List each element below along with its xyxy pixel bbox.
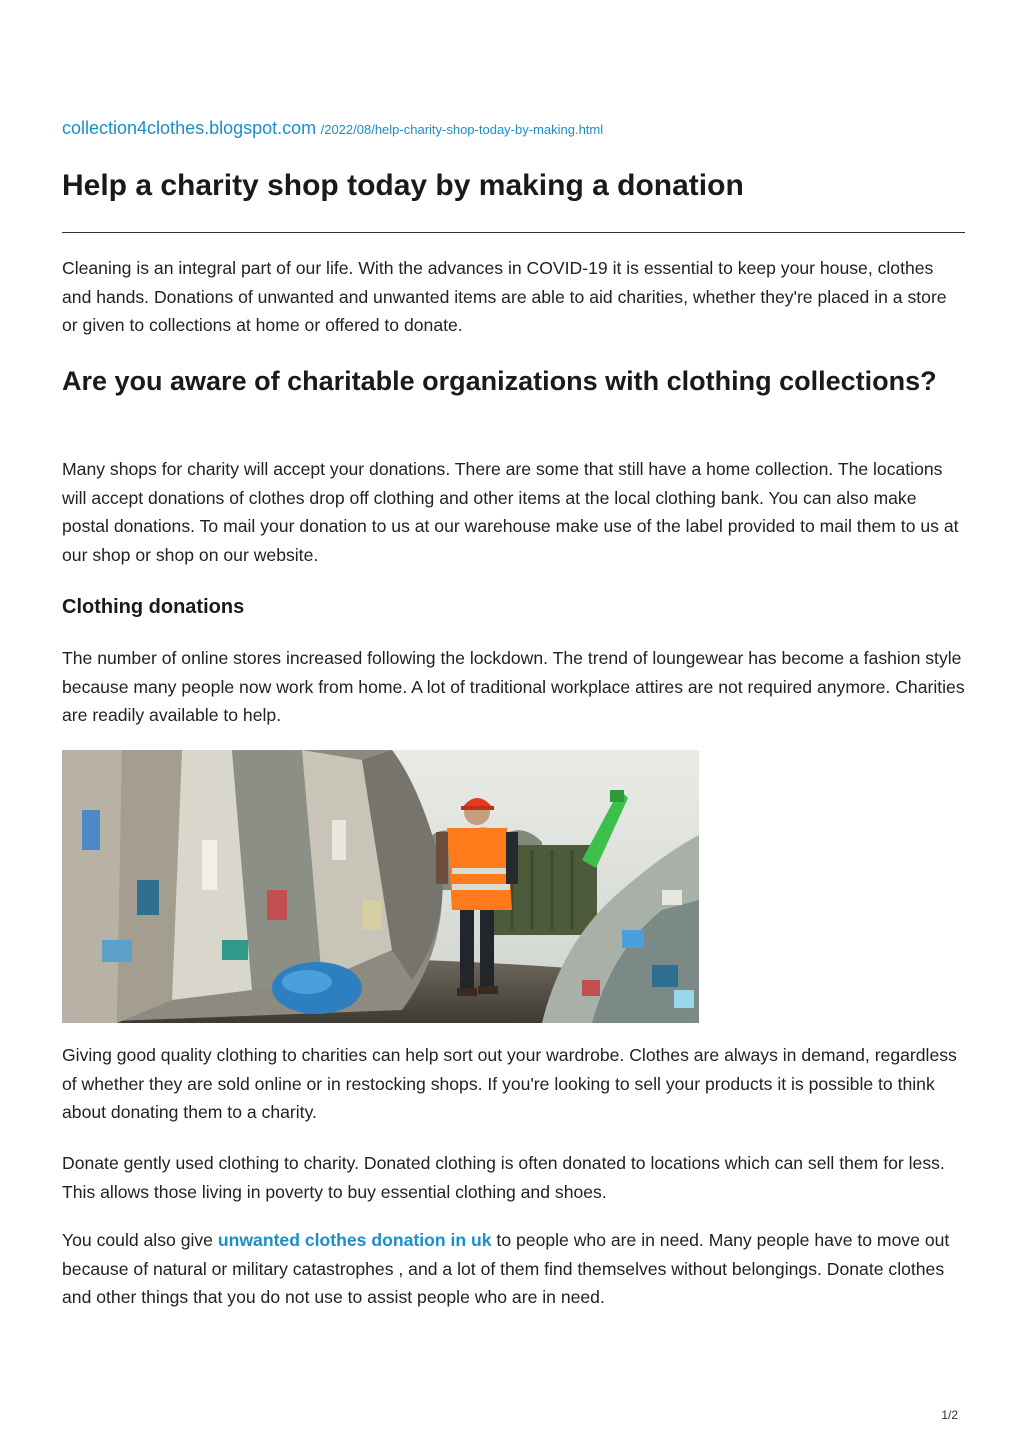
paragraph-good-quality-clothing: Giving good quality clothing to charities can help sort out your wardrobe. Clothes are always in demand, regardless of whether they are sold online or in restocking shops. If you're looking to sell your products it is possible to think about donating them to a charity.	[62, 1045, 957, 1122]
paragraph-text-before-link: You could also give	[62, 1230, 218, 1250]
section-heading-clothing-donations: Clothing donations	[62, 596, 245, 618]
paragraph-text-after-link: to people who are in need. Many people have to move out because of natural or military catastrophes , and a lot of them find themselves without belongings. Donate clothes and other things that you do not use to assist people who are in need.	[62, 1230, 950, 1307]
page-number: 1/2	[941, 1408, 958, 1422]
source-path-link[interactable]: /2022/08/help-charity-shop-today-by-making.html	[320, 122, 604, 137]
source-domain-link[interactable]: collection4clothes.blogspot.com	[62, 118, 317, 138]
unwanted-clothes-donation-link[interactable]: unwanted clothes donation in uk	[217, 1230, 492, 1250]
title-divider	[62, 232, 965, 233]
section-heading-charitable-organizations: Are you aware of charitable organizations with clothing collections?	[62, 366, 937, 396]
section-paragraph-clothing-donations: The number of online stores increased following the lockdown. The trend of loungewear has become a fashion style because many people now work from home. A lot of traditional workplace attires are not required anymore. Charities are readily available to help.	[62, 648, 965, 725]
paragraph-unwanted-clothes	[62, 1226, 965, 1312]
clothing-waste-photo	[62, 750, 699, 1023]
page-title: Help a charity shop today by making a donation	[62, 169, 744, 202]
intro-paragraph: Cleaning is an integral part of our life. With the advances in COVID-19 it is essential to keep your house, clothes and hands. Donations of unwanted and unwanted items are able to aid charities, whether they're placed in a store or given to collections at home or offered to donate.	[62, 258, 947, 335]
paragraph-gently-used-clothing: Donate gently used clothing to charity. Donated clothing is often donated to locations which can sell them for less. This allows those living in poverty to buy essential clothing and shoes.	[62, 1153, 945, 1202]
source-url	[62, 118, 603, 139]
section-paragraph-charitable-organizations: Many shops for charity will accept your donations. There are some that still have a home collection. The locations will accept donations of clothes drop off clothing and other items at the local clothing bank. You can also make postal donations. To mail your donation to us at our warehouse make use of the label provided to mail them to us at our shop or shop on our website.	[62, 459, 959, 565]
